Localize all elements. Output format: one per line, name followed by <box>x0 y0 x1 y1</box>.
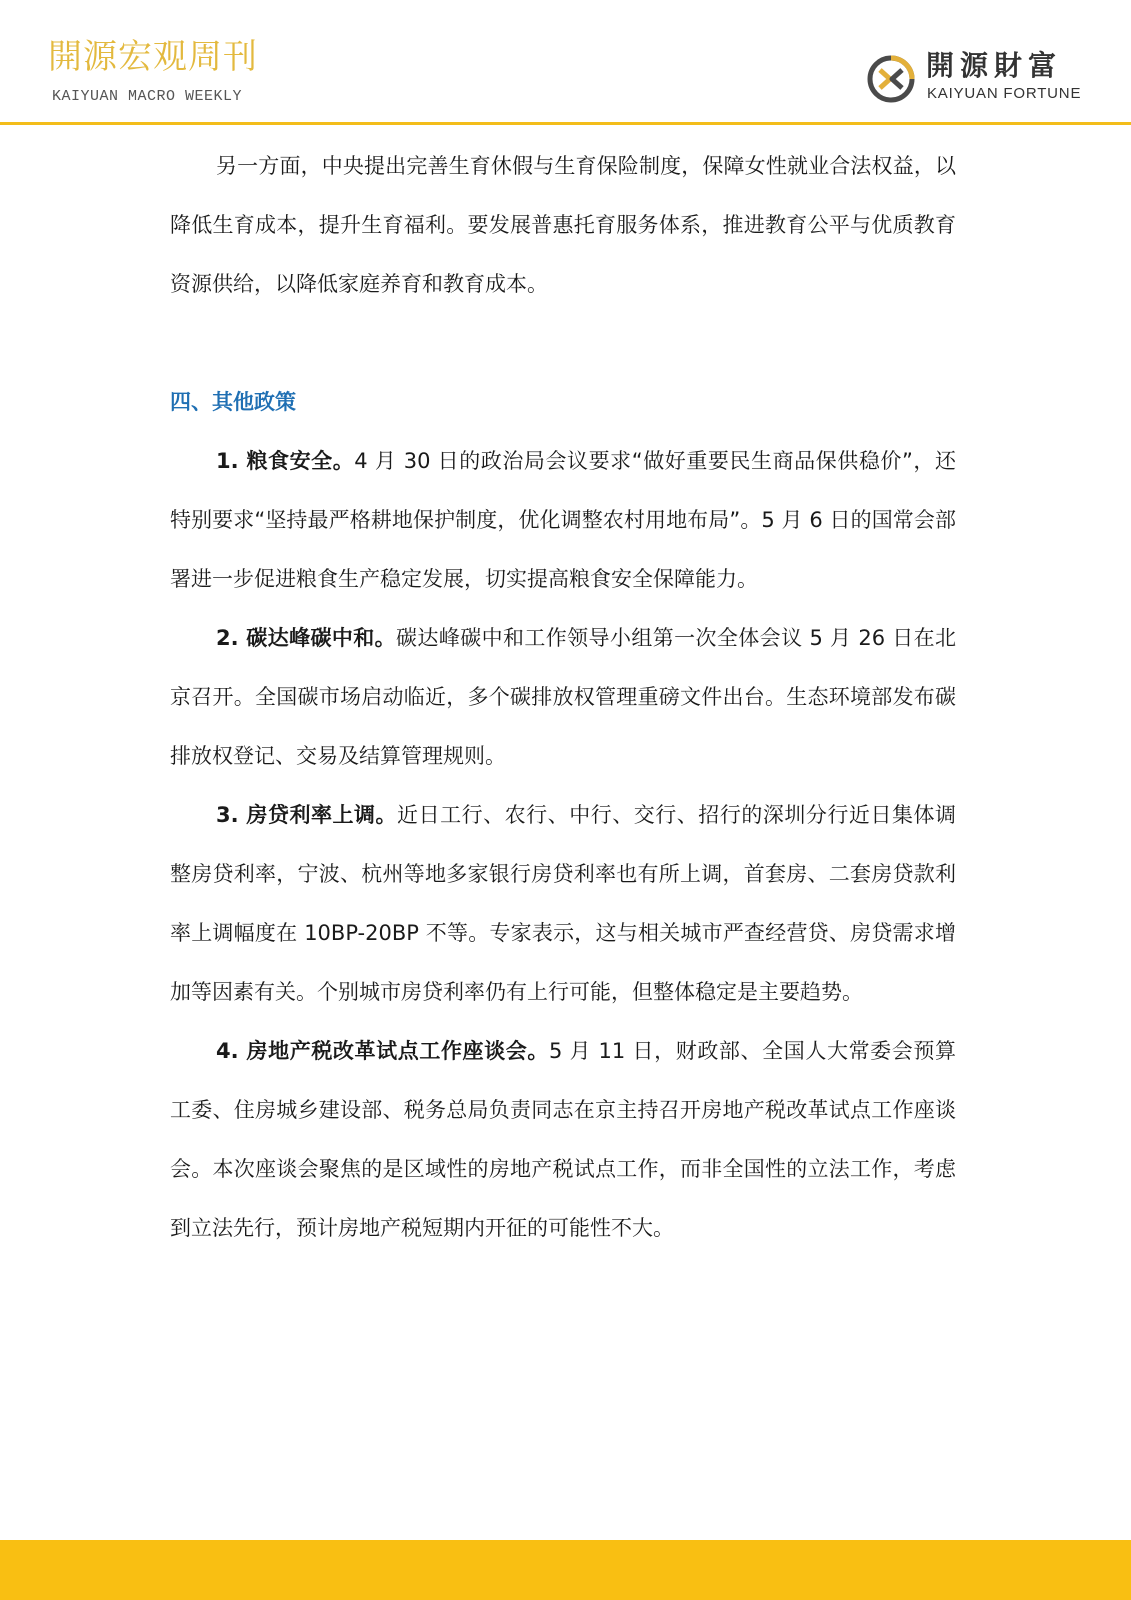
item-body: 近日工行、农行、中行、交行、招行的深圳分行近日集体调整房贷利率，宁波、杭州等地多家银行房贷利率也有所上调，首套房、二套房贷款利率上调幅度在 10BP-20BP 不等。专家表示，这与相关城市严查经营贷、房贷需求增加等因素有关。个别城市房贷利率仍有上行可能，但整体稳定是主要趋势。 <box>170 803 956 1004</box>
item-lead: 2. 碳达峰碳中和。 <box>216 626 397 650</box>
item-body: 4 月 30 日的政治局会议要求“做好重要民生商品保供稳价”，还特别要求“坚持最严格耕地保护制度，优化调整农村用地布局”。5 月 6 日的国常会部署进一步促进粮食生产稳定发展，切实提高粮食安全保障能力。 <box>170 449 956 591</box>
policy-item-carbon-neutrality <box>170 609 956 786</box>
item-body: 5 月 11 日，财政部、全国人大常委会预算工委、住房城乡建设部、税务总局负责同志在京主持召开房地产税改革试点工作座谈会。本次座谈会聚焦的是区域性的房地产税试点工作，而非全国性的立法工作，考虑到立法先行，预计房地产税短期内开征的可能性不大。 <box>170 1039 956 1240</box>
header-divider <box>0 122 1131 125</box>
section-heading: 四、其他政策 <box>170 390 296 414</box>
logo-chinese-name: 開源財富 <box>926 49 1063 82</box>
item-lead: 3. 房贷利率上调。 <box>216 803 398 827</box>
item-lead: 1. 粮食安全。 <box>216 449 355 473</box>
item-lead: 4. 房地产税改革试点工作座谈会。 <box>216 1039 549 1063</box>
kaiyuan-logo-icon <box>866 54 916 104</box>
intro-paragraph: 另一方面，中央提出完善生育休假与生育保险制度，保障女性就业合法权益，以降低生育成本，提升生育福利。要发展普惠托育服务体系，推进教育公平与优质教育资源供给，以降低家庭养育和教育成本。 <box>170 154 956 296</box>
footer-bar <box>0 1540 1131 1600</box>
policy-item-mortgage-rates <box>170 786 956 1022</box>
logo-english-name: KAIYUAN FORTUNE <box>927 85 1082 102</box>
page-header <box>0 0 1131 126</box>
company-logo <box>866 49 1086 108</box>
publication-title: 開源宏观周刊 <box>48 37 258 77</box>
document-body <box>170 137 956 1258</box>
policy-item-property-tax <box>170 1022 956 1258</box>
item-body: 碳达峰碳中和工作领导小组第一次全体会议 5 月 26 日在北京召开。全国碳市场启动临近，多个碳排放权管理重磅文件出台。生态环境部发布碳排放权登记、交易及结算管理规则。 <box>170 626 956 768</box>
policy-item-food-security <box>170 432 956 609</box>
publication-subtitle: KAIYUAN MACRO WEEKLY <box>52 88 243 105</box>
